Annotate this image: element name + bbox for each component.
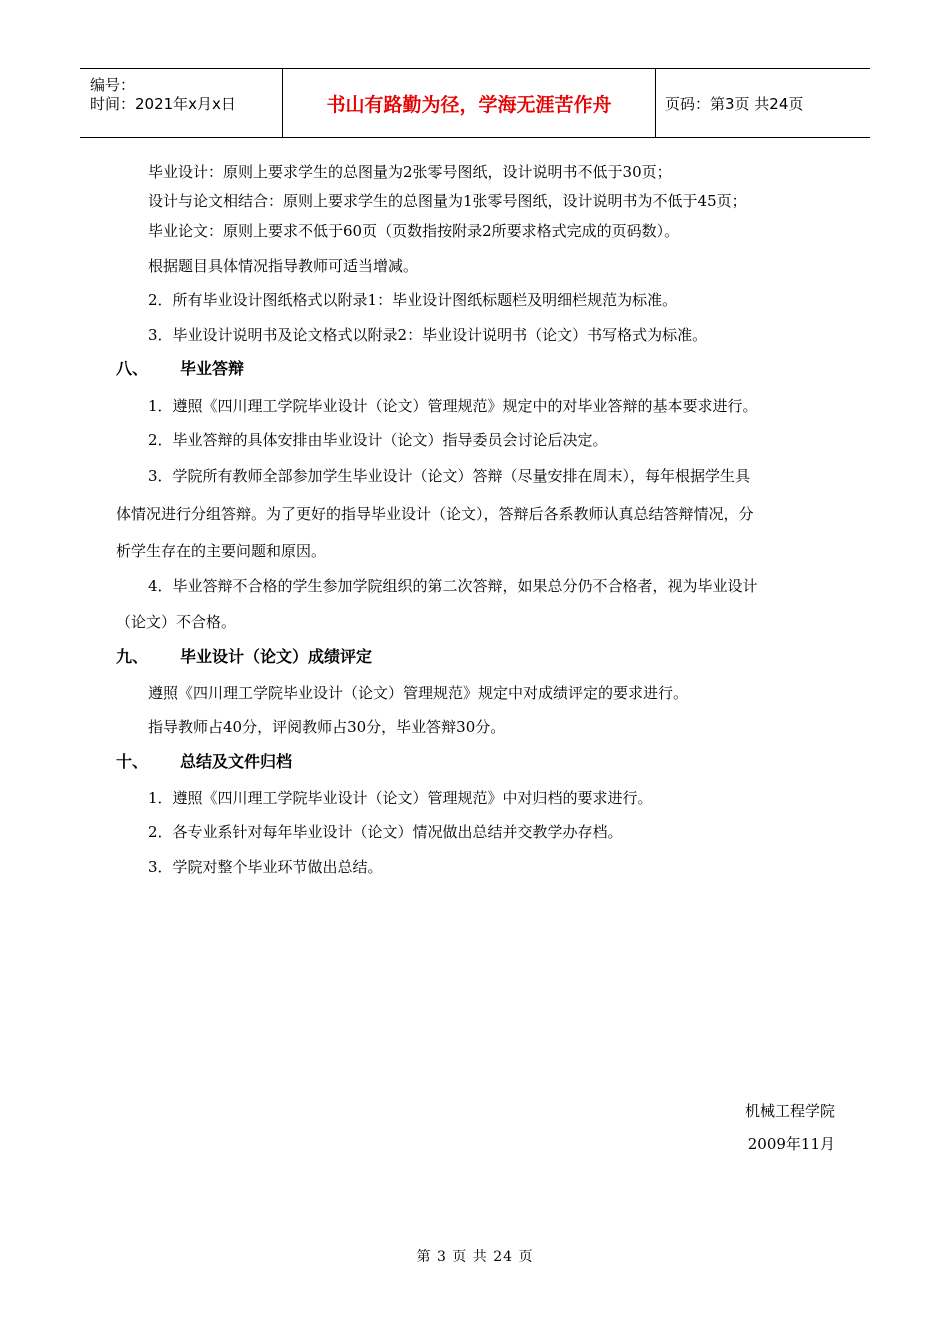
paragraph: 遵照《四川理工学院毕业设计（论文）管理规范》规定中对成绩评定的要求进行。	[148, 684, 689, 702]
section-title: 毕业设计（论文）成绩评定	[180, 647, 373, 666]
document-number-label: 编号：	[90, 76, 136, 94]
section-title: 总结及文件归档	[180, 752, 293, 771]
paragraph: 2．所有毕业设计图纸格式以附录1：毕业设计图纸标题栏及明细栏规范为标准。	[148, 291, 678, 309]
paragraph: 体情况进行分组答辩。为了更好的指导毕业设计（论文），答辩后各系教师认真总结答辩情况，分	[116, 505, 754, 523]
paragraph: 毕业设计：原则上要求学生的总图量为2张零号图纸，设计说明书不低于30页；	[148, 163, 672, 181]
paragraph: 2．各专业系针对每年毕业设计（论文）情况做出总结并交教学办存档。	[148, 823, 623, 841]
section-heading-10	[116, 751, 292, 773]
section-heading-9	[116, 646, 372, 668]
paragraph: 设计与论文相结合：原则上要求学生的总图量为1张零号图纸，设计说明书为不低于45页；	[148, 192, 747, 210]
signature-date: 2009年11月	[747, 1135, 835, 1153]
section-heading-8	[116, 358, 244, 380]
paragraph: 2．毕业答辩的具体安排由毕业设计（论文）指导委员会讨论后决定。	[148, 431, 608, 449]
section-number: 八、	[116, 359, 149, 378]
signature-organization: 机械工程学院	[744, 1102, 835, 1120]
paragraph: 3．毕业设计说明书及论文格式以附录2：毕业设计说明书（论文）书写格式为标准。	[148, 326, 708, 344]
header-meta-cell	[80, 69, 282, 137]
paragraph: 3．学院所有教师全部参加学生毕业设计（论文）答辩（尽量安排在周末），每年根据学生具	[148, 467, 751, 485]
paragraph: 4．毕业答辩不合格的学生参加学院组织的第二次答辩，如果总分仍不合格者，视为毕业设计	[148, 577, 758, 595]
page-header	[80, 68, 870, 138]
paragraph: （论文）不合格。	[116, 613, 237, 631]
header-motto: 书山有路勤为径，学海无涯苦作舟	[282, 69, 656, 137]
paragraph: 1．遵照《四川理工学院毕业设计（论文）管理规范》规定中的对毕业答辩的基本要求进行。	[148, 397, 758, 415]
paragraph: 根据题目具体情况指导教师可适当增减。	[148, 257, 419, 275]
section-number: 十、	[116, 752, 149, 771]
paragraph: 3．学院对整个毕业环节做出总结。	[148, 858, 383, 876]
paragraph: 1．遵照《四川理工学院毕业设计（论文）管理规范》中对归档的要求进行。	[148, 789, 653, 807]
paragraph: 指导教师占40分，评阅教师占30分，毕业答辩30分。	[148, 718, 506, 736]
section-number: 九、	[116, 647, 149, 666]
paragraph: 析学生存在的主要问题和原因。	[116, 542, 327, 560]
section-title: 毕业答辩	[180, 359, 245, 378]
document-time-label: 时间：2021年x月x日	[90, 95, 236, 113]
paragraph: 毕业论文：原则上要求不低于60页（页数指按附录2所要求格式完成的页码数）。	[148, 222, 680, 240]
page-footer: 第 3 页 共 24 页	[416, 1249, 534, 1265]
header-page-number: 页码：第3页 共24页	[665, 94, 804, 113]
